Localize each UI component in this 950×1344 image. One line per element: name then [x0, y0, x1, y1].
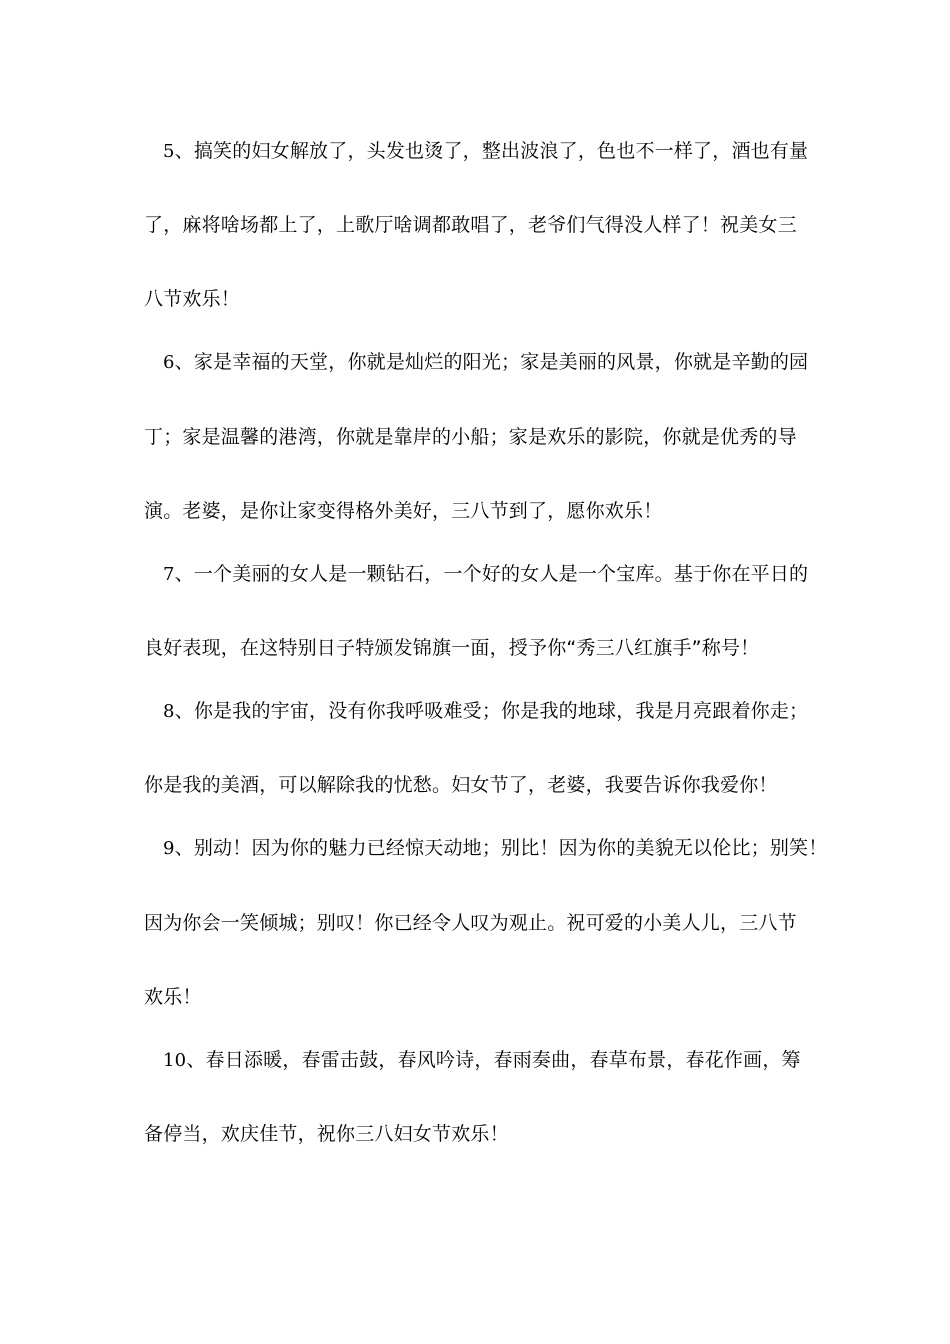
item-6-line-1 — [163, 350, 843, 375]
item-10-text-1: 、春日添暖，春雷击鼓，春风吟诗，春雨奏曲，春草布景，春花作画，筹 — [186, 1049, 801, 1071]
item-8-line-2: 你是我的美酒，可以解除我的忧愁。妇女节了，老婆，我要告诉你我爱你！ — [144, 774, 778, 796]
item-9-line-2: 因为你会一笑倾城；别叹！你已经令人叹为观止。祝可爱的小美人儿，三八节 — [144, 912, 797, 934]
item-10-number: 10 — [163, 1050, 187, 1071]
item-5-line-2: 了，麻将啥场都上了，上歌厅啥调都敢唱了，老爷们气得没人样了！祝美女三 — [144, 214, 797, 236]
item-6-line-2: 丁；家是温馨的港湾，你就是靠岸的小船；家是欢乐的影院，你就是优秀的导 — [144, 426, 797, 448]
item-7-number: 7 — [163, 564, 175, 585]
item-6-number: 6 — [163, 352, 175, 373]
item-7-text-1: 、一个美丽的女人是一颗钻石，一个好的女人是一个宝库。基于你在平日的 — [174, 563, 809, 585]
item-5-number: 5 — [163, 141, 175, 162]
item-7-line-1 — [163, 562, 843, 587]
item-8-line-1 — [163, 699, 843, 724]
item-5-line-1 — [163, 139, 843, 164]
item-8-number: 8 — [163, 701, 175, 722]
item-10-line-2: 备停当，欢庆佳节，祝你三八妇女节欢乐！ — [144, 1123, 509, 1145]
item-10-line-1 — [163, 1048, 843, 1073]
item-6-line-3: 演。老婆，是你让家变得格外美好，三八节到了，愿你欢乐！ — [144, 500, 663, 522]
item-5-line-3: 八节欢乐！ — [144, 288, 241, 310]
item-9-number: 9 — [163, 838, 175, 859]
item-5-text-1: 、搞笑的妇女解放了，头发也烫了，整出波浪了，色也不一样了，酒也有量 — [174, 140, 809, 162]
item-9-line-3: 欢乐！ — [144, 986, 202, 1008]
item-9-line-1 — [163, 836, 843, 861]
item-6-text-1: 、家是幸福的天堂，你就是灿烂的阳光；家是美丽的风景，你就是辛勤的园 — [174, 351, 809, 373]
item-9-text-1: 、别动！因为你的魅力已经惊天动地；别比！因为你的美貌无以伦比；别笑！ — [174, 837, 828, 859]
item-7-line-2: 良好表现，在这特别日子特颁发锦旗一面，授予你“秀三八红旗手”称号！ — [144, 637, 760, 659]
item-8-text-1: 、你是我的宇宙，没有你我呼吸难受；你是我的地球，我是月亮跟着你走； — [174, 700, 809, 722]
